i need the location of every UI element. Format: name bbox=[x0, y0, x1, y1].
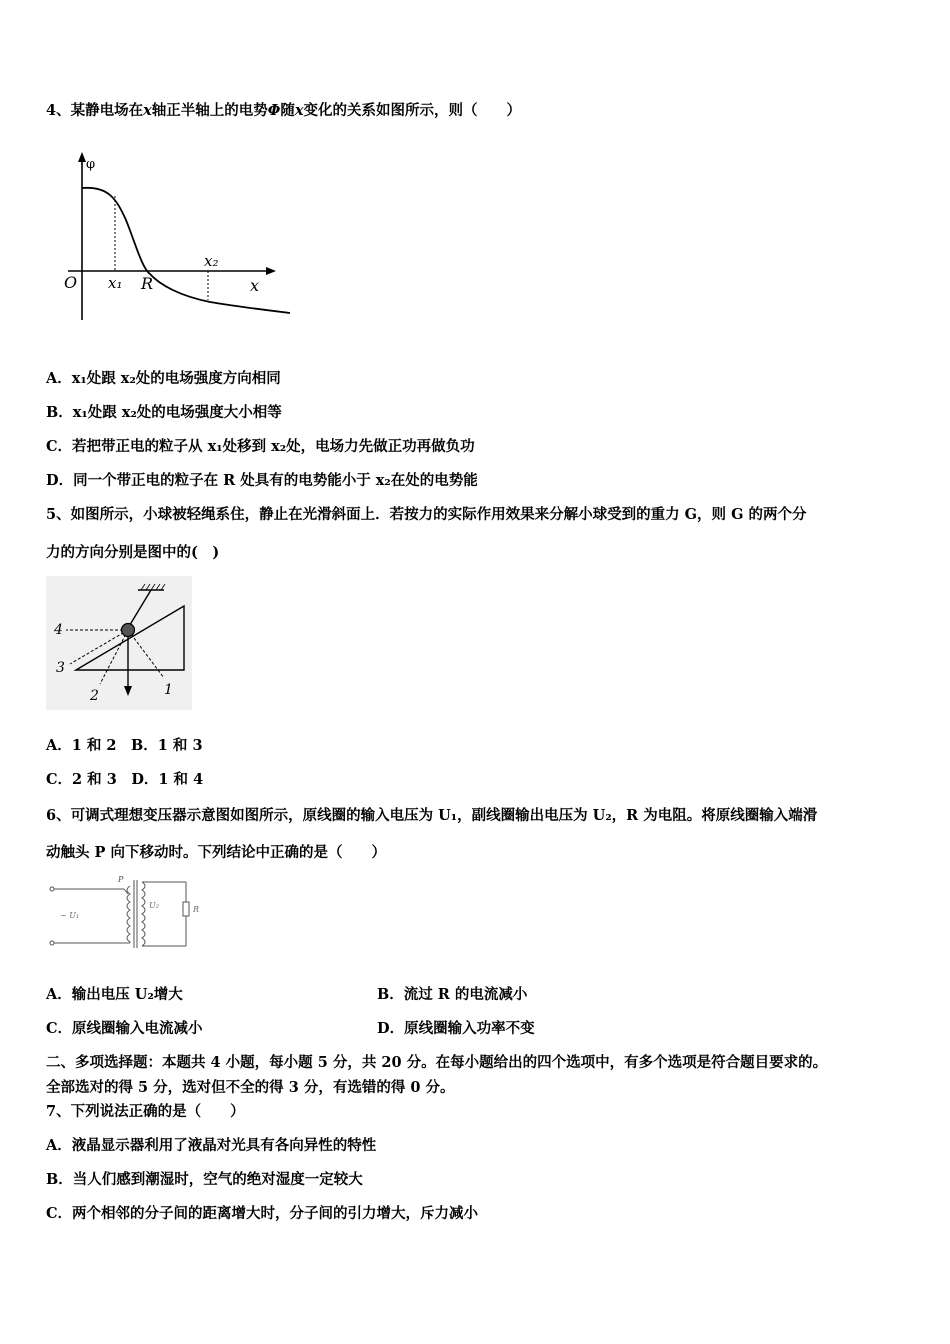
q7-option-c: C．两个相邻的分子间的距离增大时，分子间的引力增大，斥力减小 bbox=[46, 1205, 479, 1222]
origin-label: O bbox=[64, 273, 78, 292]
label-3: 3 bbox=[56, 660, 65, 676]
incline-ball-figure bbox=[46, 576, 192, 714]
q5-stem-line1: 5、如图所示，小球被轻绳系住，静止在光滑斜面上．若按力的实际作用效果来分解小球受到的重力 G，则 G 的两个分 bbox=[46, 506, 807, 523]
potential-graph bbox=[60, 150, 300, 334]
q7-stem: 7、下列说法正确的是（ ） bbox=[46, 1103, 245, 1120]
phi-label: φ bbox=[86, 157, 96, 172]
q6-stem-line2: 动触头 P 向下移动时。下列结论中正确的是（ ） bbox=[46, 844, 386, 861]
q4-option-a: A．x₁处跟 x₂处的电场强度方向相同 bbox=[46, 370, 281, 387]
q6-option-a: A．输出电压 U₂增大 bbox=[46, 986, 183, 1003]
q5-options-cd: C．2 和 3 D．1 和 4 bbox=[46, 771, 204, 788]
q6-stem-line1: 6、可调式理想变压器示意图如图所示，原线圈的输入电压为 U₁，副线圈输出电压为 U₂，R 为电阻。将原线圈输入端滑 bbox=[46, 807, 818, 824]
x1-label: x₁ bbox=[108, 274, 123, 292]
slider-p-label: P bbox=[118, 875, 124, 884]
section2-instructions-line1: 二、多项选择题：本题共 4 小题，每小题 5 分，共 20 分。在每小题给出的四个选项中，有多个选项是符合题目要求的。 bbox=[46, 1054, 828, 1071]
x-axis-label: x bbox=[250, 276, 260, 295]
q5-options-ab: A．1 和 2 B．1 和 3 bbox=[46, 737, 203, 754]
transformer-figure bbox=[46, 872, 206, 956]
r-label: R bbox=[141, 274, 154, 293]
q5-stem-line2: 力的方向分别是图中的( ) bbox=[46, 544, 220, 561]
label-2: 2 bbox=[90, 688, 99, 704]
q6-option-c: C．原线圈输入电流减小 bbox=[46, 1020, 203, 1037]
q6-option-d: D．原线圈输入功率不变 bbox=[377, 1020, 535, 1037]
q4-stem: 4、某静电场在x轴正半轴上的电势Φ随x变化的关系如图所示，则（ ） bbox=[46, 102, 522, 119]
q4-option-d: D．同一个带正电的粒子在 R 处具有的电势能小于 x₂在处的电势能 bbox=[46, 472, 478, 489]
q4-option-b: B．x₁处跟 x₂处的电场强度大小相等 bbox=[46, 404, 282, 421]
label-4: 4 bbox=[54, 622, 63, 638]
q6-option-b: B．流过 R 的电流减小 bbox=[377, 986, 528, 1003]
x2-label: x₂ bbox=[204, 252, 219, 270]
resistor-label: R bbox=[193, 905, 200, 914]
u2-label: U₂ bbox=[149, 901, 159, 910]
q4-option-c: C．若把带正电的粒子从 x₁处移到 x₂处，电场力先做正功再做负功 bbox=[46, 438, 475, 455]
q7-option-a: A．液晶显示器利用了液晶对光具有各向异性的特性 bbox=[46, 1137, 377, 1154]
q7-option-b: B．当人们感到潮湿时，空气的绝对湿度一定较大 bbox=[46, 1171, 363, 1188]
u1-label: ~ U₁ bbox=[60, 911, 80, 920]
label-1: 1 bbox=[164, 682, 173, 698]
section2-instructions-line2: 全部选对的得 5 分，选对但不全的得 3 分，有选错的得 0 分。 bbox=[46, 1079, 455, 1096]
